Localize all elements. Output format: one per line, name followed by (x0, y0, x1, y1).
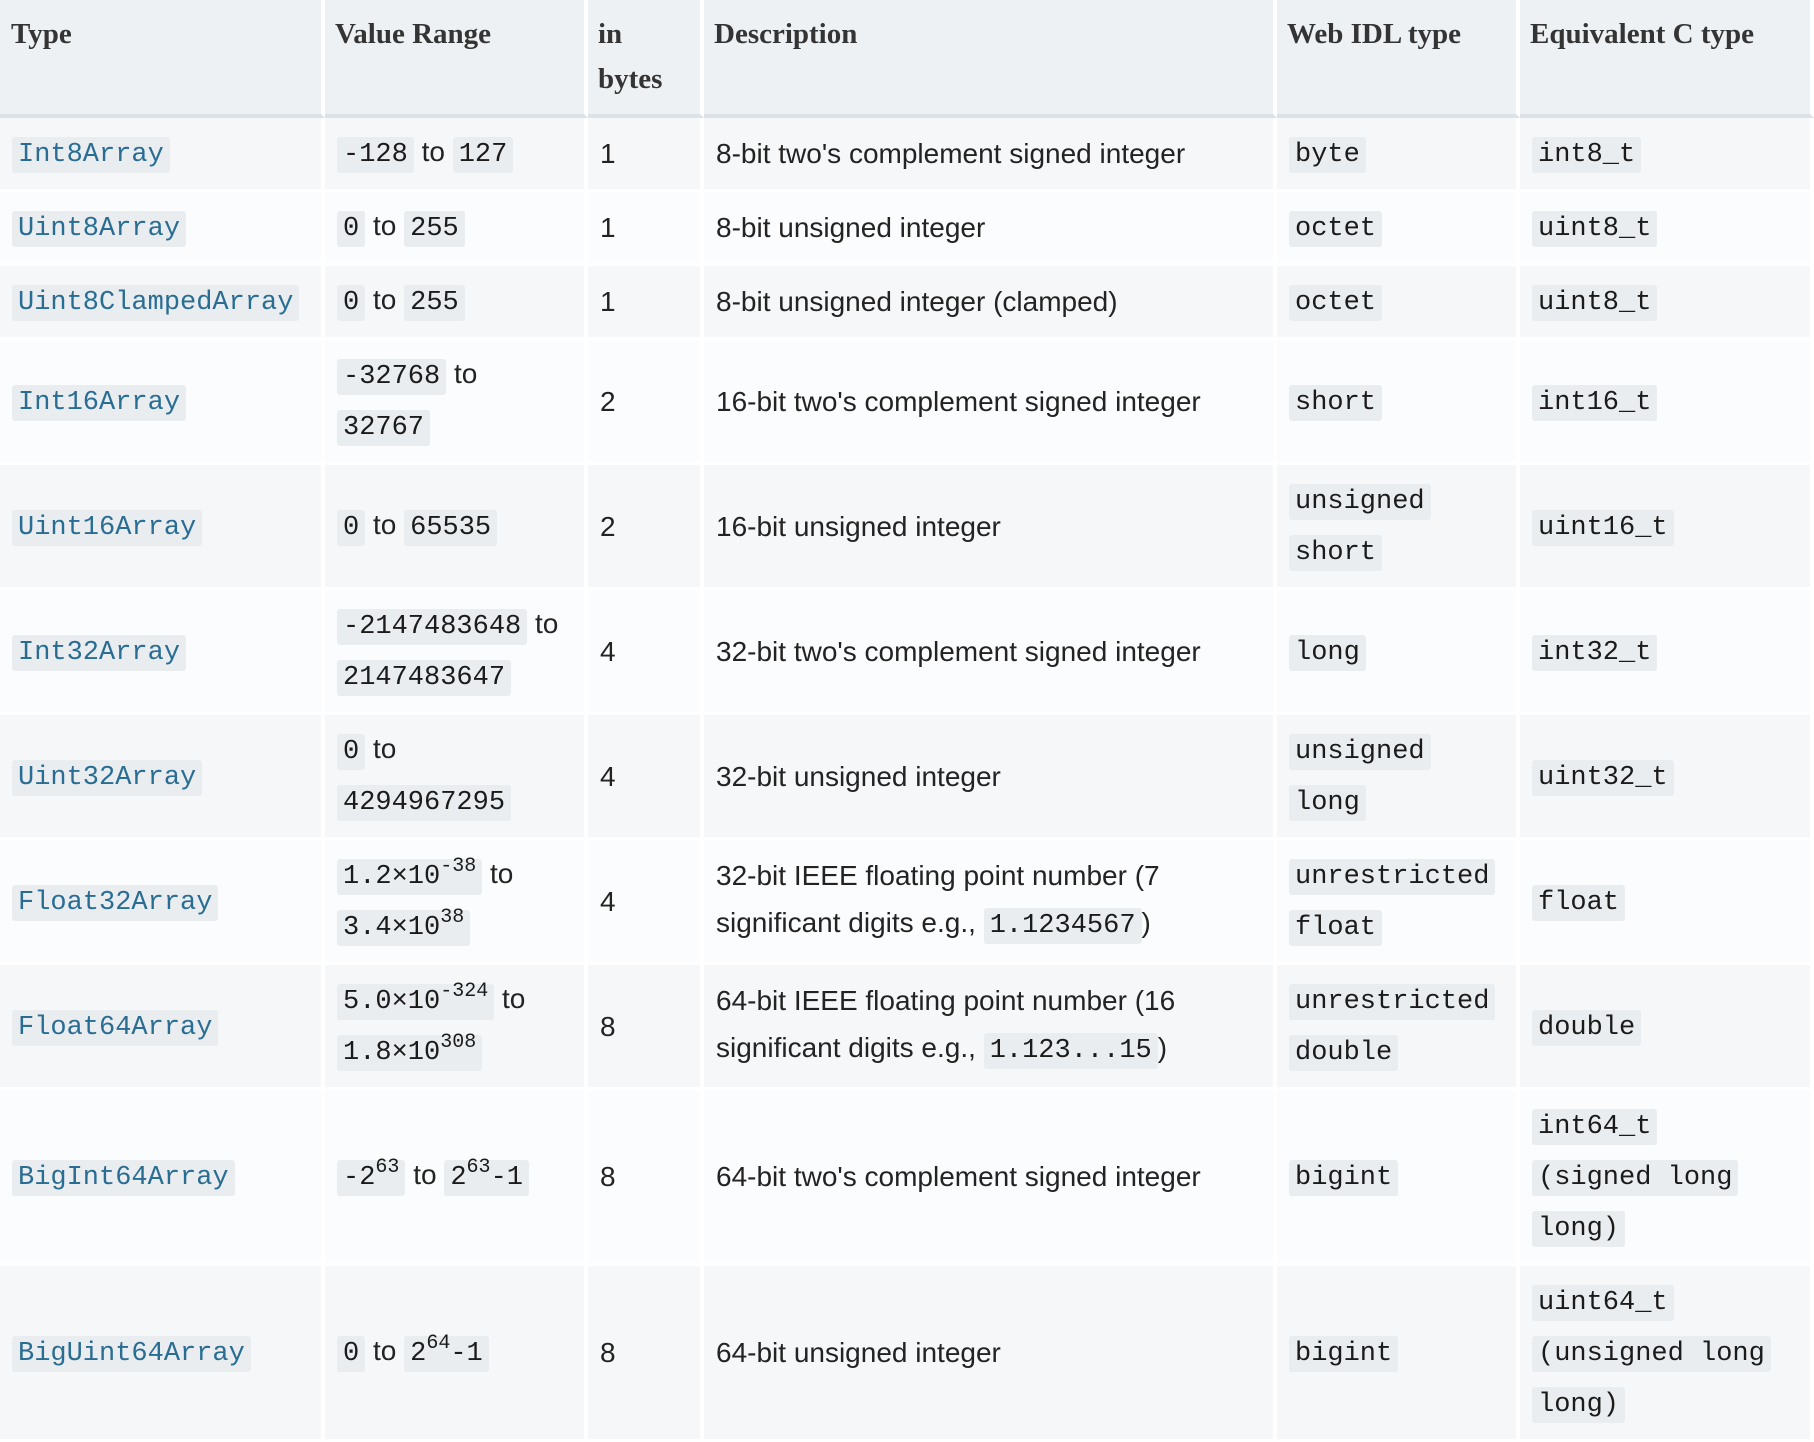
ctype-cell (1520, 1090, 1814, 1266)
range-cell (325, 715, 588, 840)
webidl-type-line-2: short (1289, 535, 1382, 571)
type-cell (0, 340, 325, 465)
description-cell: 16-bit two's complement signed integer (704, 340, 1277, 465)
range-cell (325, 590, 588, 715)
range-max (337, 906, 470, 946)
size-cell: 1 (588, 192, 704, 266)
description-close: ) (1157, 1032, 1168, 1063)
type-link[interactable]: BigUint64Array (12, 1336, 251, 1372)
webidl-cell (1277, 340, 1520, 465)
webidl-type-line-1: unsigned (1289, 734, 1431, 770)
description-text: 64-bit IEEE floating point number (16 significant digits e.g., (716, 985, 1176, 1063)
ctype-cell (1520, 590, 1814, 715)
table-row (0, 840, 1814, 965)
c-type-line-3: long) (1532, 1211, 1625, 1247)
range-min: 0 (337, 510, 365, 546)
webidl-type-line-2: long (1289, 785, 1366, 821)
range-cell (325, 266, 588, 340)
size-cell: 2 (588, 340, 704, 465)
type-link[interactable]: Int16Array (12, 385, 186, 421)
table-row (0, 1090, 1814, 1266)
webidl-cell (1277, 465, 1520, 590)
range-min-base: 1.2×10 (343, 862, 441, 892)
c-type-line-1: int64_t (1532, 1109, 1657, 1145)
range-separator: to (405, 1159, 445, 1190)
c-type: uint16_t (1532, 510, 1674, 546)
ctype-cell (1520, 715, 1814, 840)
type-cell (0, 1266, 325, 1442)
webidl-cell (1277, 965, 1520, 1090)
range-separator: to (365, 1335, 405, 1366)
range-separator: to (494, 983, 526, 1014)
type-link[interactable]: Uint8ClampedArray (12, 285, 299, 321)
webidl-cell (1277, 266, 1520, 340)
header-size-in-bytes (588, 0, 704, 118)
description-example: 1.123...15 (984, 1033, 1158, 1069)
description-cell: 32-bit unsigned integer (704, 715, 1277, 840)
range-min-base: -2 (343, 1163, 376, 1193)
webidl-type-line-1: unsigned (1289, 484, 1431, 520)
webidl-type-line-2: double (1289, 1035, 1398, 1071)
range-max-base: 2 (410, 1339, 427, 1369)
table-row (0, 715, 1814, 840)
webidl-cell (1277, 192, 1520, 266)
description-cell: 64-bit unsigned integer (704, 1266, 1277, 1442)
range-min: -128 (337, 137, 414, 173)
table-row (0, 465, 1814, 590)
c-type: double (1532, 1010, 1641, 1046)
webidl-cell (1277, 1090, 1520, 1266)
size-cell: 4 (588, 590, 704, 715)
ctype-cell (1520, 1266, 1814, 1442)
size-cell: 8 (588, 1090, 704, 1266)
webidl-type: bigint (1289, 1336, 1398, 1372)
ctype-cell (1520, 465, 1814, 590)
table-row (0, 1266, 1814, 1442)
c-type-line-2: (unsigned long (1532, 1336, 1771, 1372)
range-min: 0 (337, 285, 365, 321)
range-separator: to (365, 210, 405, 241)
size-cell: 2 (588, 465, 704, 590)
type-cell (0, 465, 325, 590)
type-link[interactable]: BigInt64Array (12, 1160, 235, 1196)
range-separator: to (365, 733, 397, 764)
size-cell: 8 (588, 965, 704, 1090)
type-cell (0, 965, 325, 1090)
webidl-cell (1277, 590, 1520, 715)
range-max-exponent: 63 (466, 1156, 491, 1179)
type-cell (0, 118, 325, 192)
webidl-cell (1277, 118, 1520, 192)
c-type-line-2: (signed long (1532, 1160, 1738, 1196)
range-max-suffix: -1 (450, 1339, 483, 1369)
type-cell (0, 1090, 325, 1266)
c-type: uint32_t (1532, 760, 1674, 796)
type-link[interactable]: Uint16Array (12, 510, 202, 546)
range-min-exponent: -324 (440, 980, 489, 1003)
header-c-type: Equivalent C type (1520, 0, 1814, 118)
description-cell: 8-bit unsigned integer (clamped) (704, 266, 1277, 340)
range-max: 127 (453, 137, 514, 173)
description-example: 1.1234567 (984, 908, 1142, 944)
range-separator: to (365, 508, 405, 540)
size-cell: 4 (588, 840, 704, 965)
range-min: 0 (337, 211, 365, 247)
type-link[interactable]: Int32Array (12, 635, 186, 671)
webidl-type: bigint (1289, 1160, 1398, 1196)
type-link[interactable]: Uint8Array (12, 211, 186, 247)
range-max-base: 2 (450, 1163, 467, 1193)
c-type-line-1: uint64_t (1532, 1285, 1674, 1321)
table-row (0, 266, 1814, 340)
webidl-type-line-2: float (1289, 910, 1382, 946)
c-type: int32_t (1532, 635, 1657, 671)
range-max-suffix: -1 (490, 1163, 523, 1193)
table-row (0, 965, 1814, 1090)
range-separator: to (365, 284, 405, 315)
ctype-cell (1520, 192, 1814, 266)
description-cell: 8-bit two's complement signed integer (704, 118, 1277, 192)
range-max (404, 1332, 489, 1372)
header-size-line-1: in (598, 18, 623, 50)
table-row (0, 118, 1814, 192)
size-cell: 1 (588, 118, 704, 192)
range-min (337, 1156, 405, 1196)
webidl-type: octet (1289, 211, 1382, 247)
webidl-type: octet (1289, 285, 1382, 321)
range-min: 0 (337, 734, 365, 770)
range-max (337, 1031, 482, 1071)
webidl-type-line-1: unrestricted (1289, 859, 1495, 895)
header-row (0, 0, 1814, 118)
ctype-cell (1520, 965, 1814, 1090)
range-cell (325, 340, 588, 465)
range-cell (325, 118, 588, 192)
type-cell (0, 266, 325, 340)
range-max-base: 1.8×10 (343, 1038, 441, 1068)
description-cell (704, 965, 1277, 1090)
range-max-exponent: 308 (440, 1031, 477, 1054)
ctype-cell (1520, 340, 1814, 465)
table-row (0, 590, 1814, 715)
range-min (337, 855, 482, 895)
type-link[interactable]: Int8Array (12, 137, 170, 173)
header-description: Description (704, 0, 1277, 118)
type-cell (0, 715, 325, 840)
header-size-line-2: bytes (598, 63, 663, 95)
range-min-base: 5.0×10 (343, 987, 441, 1017)
range-max (444, 1156, 529, 1196)
range-min: 0 (337, 1336, 365, 1372)
range-max: 32767 (337, 410, 430, 446)
range-min-exponent: 63 (375, 1156, 400, 1179)
webidl-type: long (1289, 635, 1366, 671)
description-cell (704, 840, 1277, 965)
range-min (337, 980, 494, 1020)
webidl-cell (1277, 1266, 1520, 1442)
webidl-type: short (1289, 385, 1382, 421)
c-type: uint8_t (1532, 285, 1657, 321)
type-cell (0, 590, 325, 715)
range-cell (325, 840, 588, 965)
type-link[interactable]: Uint32Array (12, 760, 202, 796)
range-cell (325, 465, 588, 590)
description-text: 32-bit IEEE floating point number (7 significant digits e.g., (716, 860, 1160, 938)
size-cell: 4 (588, 715, 704, 840)
range-separator: to (527, 608, 559, 639)
webidl-type: byte (1289, 137, 1366, 173)
range-separator: to (446, 358, 478, 389)
range-max: 2147483647 (337, 660, 511, 696)
size-cell: 1 (588, 266, 704, 340)
description-cell: 64-bit two's complement signed integer (704, 1090, 1277, 1266)
size-cell: 8 (588, 1266, 704, 1442)
table-row (0, 192, 1814, 266)
description-cell: 32-bit two's complement signed integer (704, 590, 1277, 715)
webidl-cell (1277, 840, 1520, 965)
ctype-cell (1520, 840, 1814, 965)
range-max-exponent: 64 (426, 1332, 451, 1355)
c-type: float (1532, 885, 1625, 921)
range-max: 255 (404, 211, 465, 247)
range-max: 255 (404, 285, 465, 321)
range-max-exponent: 38 (440, 906, 465, 929)
description-cell: 16-bit unsigned integer (704, 465, 1277, 590)
webidl-type-line-1: unrestricted (1289, 984, 1495, 1020)
range-cell (325, 1266, 588, 1442)
description-cell: 8-bit unsigned integer (704, 192, 1277, 266)
range-cell (325, 192, 588, 266)
description-close: ) (1141, 907, 1151, 938)
header-webidl-type: Web IDL type (1277, 0, 1520, 118)
range-min-exponent: -38 (440, 855, 477, 878)
range-max: 65535 (404, 510, 497, 546)
type-cell (0, 840, 325, 965)
webidl-cell (1277, 715, 1520, 840)
range-min: -32768 (337, 359, 446, 395)
c-type: int16_t (1532, 385, 1657, 421)
range-max-base: 3.4×10 (343, 913, 441, 943)
header-type: Type (0, 0, 325, 118)
c-type: int8_t (1532, 137, 1641, 173)
type-cell (0, 192, 325, 266)
ctype-cell (1520, 118, 1814, 192)
type-link[interactable]: Float64Array (12, 1010, 218, 1046)
header-value-range: Value Range (325, 0, 588, 118)
c-type-line-3: long) (1532, 1387, 1625, 1423)
ctype-cell (1520, 266, 1814, 340)
c-type: uint8_t (1532, 211, 1657, 247)
range-separator: to (413, 136, 453, 167)
range-cell (325, 965, 588, 1090)
range-max: 4294967295 (337, 785, 511, 821)
range-min: -2147483648 (337, 609, 527, 645)
type-link[interactable]: Float32Array (12, 885, 218, 921)
range-separator: to (482, 858, 514, 889)
range-cell (325, 1090, 588, 1266)
table-row (0, 340, 1814, 465)
